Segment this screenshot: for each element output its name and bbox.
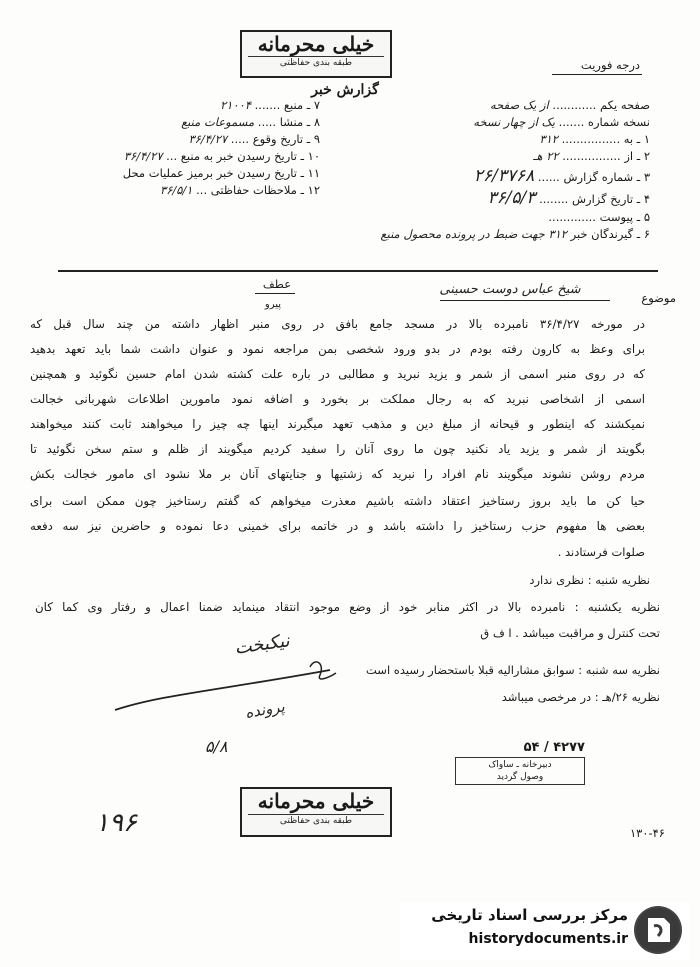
field-copy-number: نسخه شماره ....... یک از چهار نسخه — [473, 115, 650, 129]
field-origin: ۸ ـ منشا ..... مسموعات منبع — [181, 115, 320, 129]
urgency-label: درجه فوریت — [580, 58, 640, 72]
classification-stamp-bottom — [240, 787, 392, 837]
body-line: که در روی منبر اسمی از شمر و یزید نبرید و مطالبی در باره علت کشته شدن امام حسین نگوئید و همچنین — [30, 367, 645, 381]
subject-rule — [440, 300, 610, 301]
body-line: در مورخه ۳۶/۴/۲۷ نامبرده بالا در مسجد جامع بافق در روی منبر اظهار داشته من چند سال قبل که — [30, 317, 645, 331]
body-line: اسمی از اشخاصی نبرید که به رجال مملکت بر بخورد و اضافه نمود مامورین اطلاعات شهربانی خجالت — [30, 392, 645, 406]
opinion-sunday-cont: تحت کنترل و مراقبت میباشد . ا ف ق — [480, 626, 660, 640]
receipt-box — [455, 757, 585, 785]
body-line: حیا کن ما باید بروز رستاخیز اعتقاد داشته باشیم معذرت میخواهم که گفتم رستاخیز چون ممکن است برای — [30, 494, 645, 508]
receipt-line2: وصول گردید — [496, 772, 544, 782]
field-report-date: ۴ ـ تاریخ گزارش ........ ۳۶/۵/۳ — [487, 188, 650, 208]
field-recipients: ۶ ـ گیرندگان خبر ۳۱۲ جهت ضبط در پرونده محصول منبع — [380, 227, 650, 241]
watermark-url: historydocuments.ir — [468, 931, 628, 947]
field-source: ۷ ـ منبع ....... ۲۱۰۰۴ — [220, 98, 320, 112]
body-line: صلوات فرستادند . — [557, 545, 645, 559]
right-fields — [320, 98, 650, 244]
field-report-number: ۳ ـ شماره گزارش ...... ۲۶/۳۷۶۸ — [473, 166, 650, 186]
field-from: ۲ ـ از ................ ۲۲ هـ — [533, 149, 650, 163]
watermark-title: مرکز بررسی اسناد تاریخی — [431, 906, 628, 924]
classification-stamp-top — [240, 30, 392, 78]
body-line: نمیکشند که اینطور و قیحانه از مبلغ دین و مذهب تعهد میگیرند اینها چه چیز را میخواهند ثابت کنند میخواهند — [30, 417, 645, 431]
receipt-line1: دبیرخانه ـ ساواک — [488, 760, 552, 770]
watermark-logo-icon — [634, 906, 682, 954]
watermark — [400, 902, 690, 960]
opinion-tuesday: نظریه سه شنبه : سوابق مشارالیه قبلا باستحضار رسیده است — [366, 663, 660, 677]
header-divider — [58, 270, 658, 272]
handwritten-margin-number: ۱۹۶ — [95, 808, 137, 838]
field-event-date: ۹ ـ تاریخ وقوع ..... ۳۶/۴/۲۷ — [188, 132, 320, 146]
form-code: ۱۳۰-۴۶ — [629, 826, 665, 840]
opinion-desk: نظریه ۲۶/هـ : در مرخصی میباشد — [501, 690, 660, 704]
field-attachment: ۵ ـ پیوست ............. — [548, 210, 650, 224]
body-line: برای وعظ به کارون رفته بودم در بدو ورود شخصی بمن مراجعه نمود و عنوان داشت شما باید تعهد بدهید — [30, 342, 645, 356]
reference-rule — [255, 293, 295, 294]
handwritten-signature: نیکبخت — [233, 630, 291, 659]
handwritten-initials: پرونده — [243, 697, 286, 722]
receipt-stamp — [455, 740, 585, 790]
receipt-number: ۴۲۷۷ / ۵۴ — [523, 740, 585, 755]
body-line: مردم روشن نشوند میگویند نام افراد را نبرید که زشتیها و جنایتهای آنان بر ملا نشود ای مامور خجالت بکش — [30, 467, 645, 481]
stamp-main-text: خیلی محرمانه — [257, 789, 375, 813]
body-line: بگویند از شمر و یزید یاد نکنید چون ما روی آنان را سفید کردیم میگویند از ظلم و ستم سخن نگوئید تا — [30, 442, 645, 456]
body-line: بعضی ها مفهوم حزب رستاخیز را داشته باشد و در خاتمه برای خمینی دعا نموده و حاضرین نیز سه دفعه — [30, 519, 645, 533]
form-title: گزارش خبر — [311, 82, 379, 98]
field-news-to-source-date: ۱۰ ـ تاریخ رسیدن خبر به منبع ... ۳۶/۴/۲۷ — [123, 149, 320, 163]
stamp-sub-text: طبقه بندی حفاظتی — [248, 814, 384, 826]
left-fields — [60, 98, 320, 200]
opinion-saturday: نظریه شنبه : نظری ندارد — [529, 573, 650, 587]
subject-value: شیخ عباس دوست حسینی — [439, 282, 581, 297]
field-news-to-desk-date: ۱۱ ـ تاریخ رسیدن خبر برمیز عملیات محل — [122, 166, 320, 180]
field-to: ۱ ـ به ................ ۳۱۲ — [539, 132, 650, 146]
follow-up-label: پیرو — [264, 299, 282, 310]
field-page: صفحه یکم ............ از یک صفحه — [490, 98, 650, 112]
reference-label: عطف — [262, 277, 292, 291]
field-security-notes: ۱۲ ـ ملاحظات حفاظتی ... ۳۶/۵/۱ — [160, 183, 320, 197]
stamp-main-text: خیلی محرمانه — [257, 32, 375, 56]
urgency-rule — [552, 74, 642, 75]
handwritten-date: ۵/۸ — [205, 737, 228, 756]
stamp-sub-text: طبقه بندی حفاظتی — [248, 56, 384, 68]
opinion-sunday: نظریه یکشنبه : نامبرده بالا در اکثر منابر خود از وضع موجود انتقاد مینماید ضمنا اعمال و رفتار وی کما کان — [35, 600, 660, 614]
subject-label: موضوع — [641, 291, 676, 305]
